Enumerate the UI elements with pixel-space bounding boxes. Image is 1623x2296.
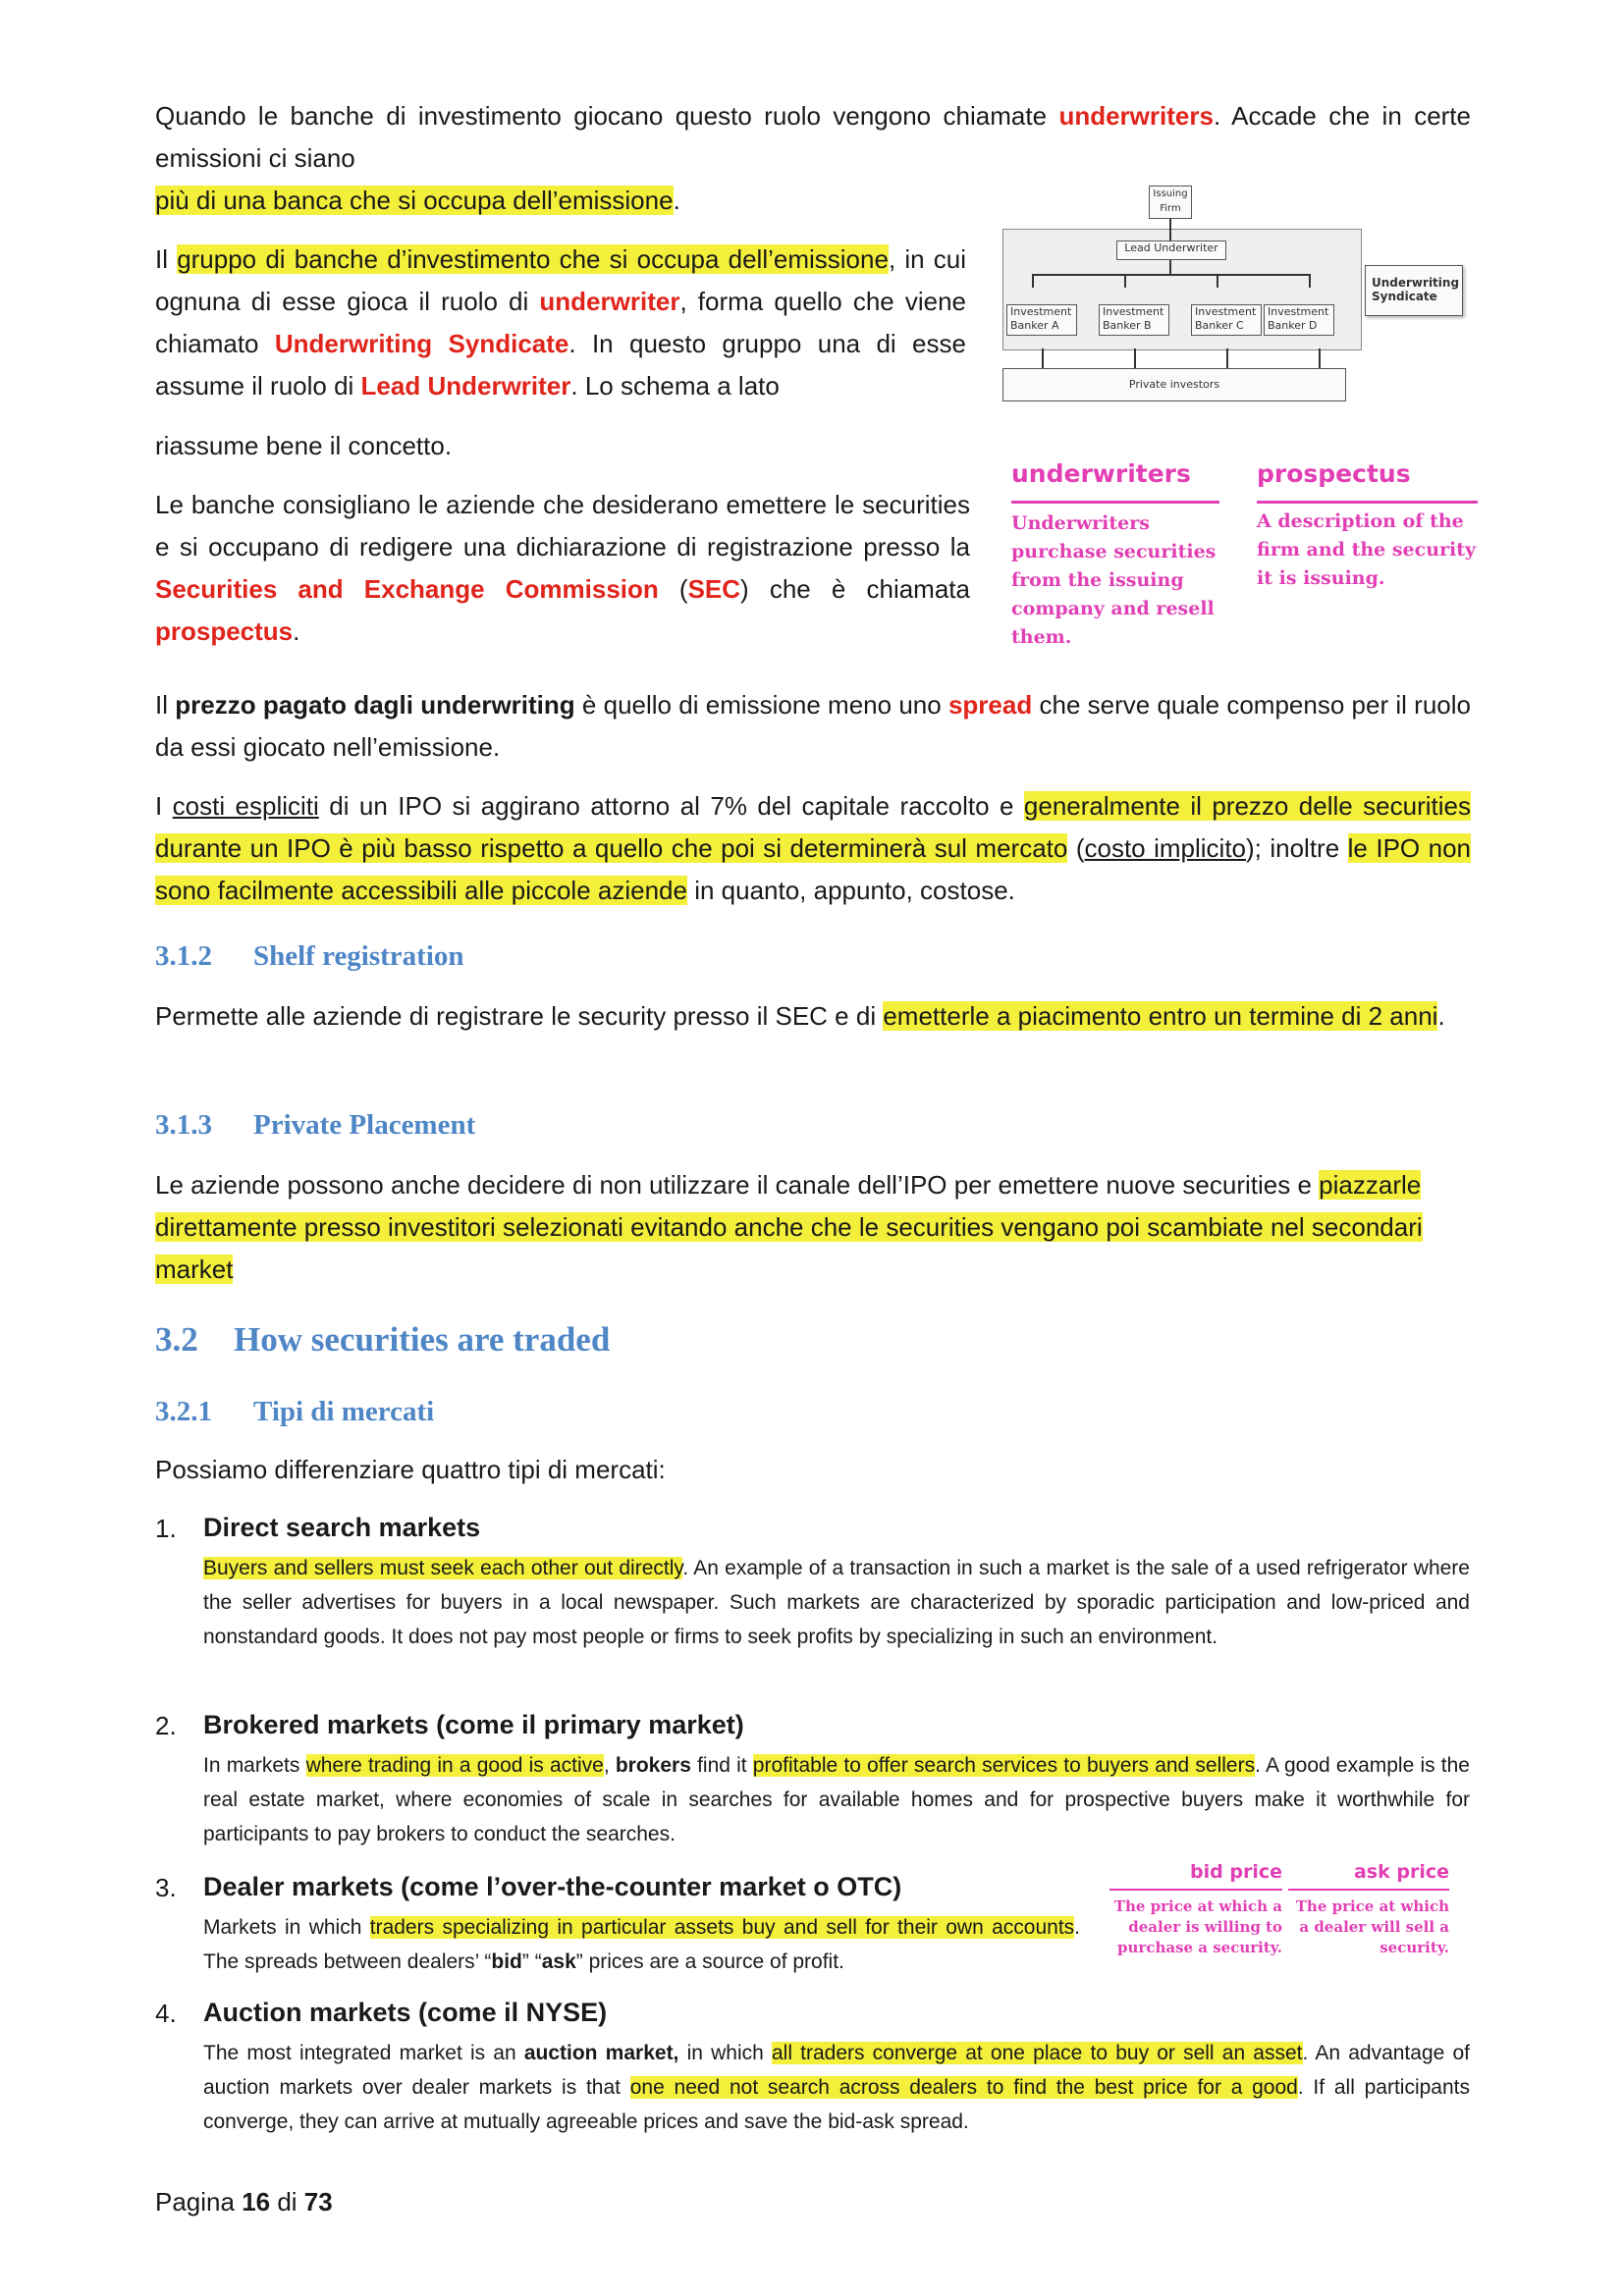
highlight: più di una banca che si occupa dell’emissione <box>155 186 674 215</box>
glossary-term-underwriters: underwriters <box>1011 459 1191 488</box>
section-heading-3-2: 3.2 How securities are traded <box>155 1320 611 1359</box>
highlight: Buyers and sellers must seek each other out directly <box>203 1557 683 1579</box>
market-body-brokered: In markets where trading in a good is active, brokers find it profitable to offer search services to buyers and sellers. A good example is the real estate market, where economies of scale in searches for available homes and for prospective buyers make it worthwhile for participants to pay brokers to conduct the searches. <box>203 1754 1470 1845</box>
section-heading-3-1-2: 3.1.2 Shelf registration <box>155 940 464 972</box>
private-investors-box: Private investors <box>1002 368 1346 401</box>
term-sec: SEC <box>687 574 741 604</box>
glossary-rule <box>1011 501 1219 504</box>
syndicate-box: Underwriting Syndicate <box>1365 265 1463 316</box>
glossary-rule <box>1288 1889 1449 1891</box>
glossary-def-bid-price: The price at which a dealer is willing to purchase a security. <box>1113 1897 1282 1956</box>
intro-paragraph-1: Quando le banche di investimento giocano questo ruolo vengono chiamate underwriters. Accade che in certe emissioni ci siano <box>155 101 1471 173</box>
market-body-auction: The most integrated market is an auction market, in which all traders converge at one place to buy or sell an asset. An advantage of auction markets over dealer markets is that one need not search across dealers to find the best price for a good. If all participants converge, they can arrive at mutually agreeable prices and save the bid-ask spread. <box>203 2042 1470 2133</box>
list-number: 2. <box>155 1711 177 1740</box>
banker-a-box: Investment Banker A <box>1006 304 1077 336</box>
diagram-connector <box>1226 348 1228 368</box>
term-spread: spread <box>947 690 1033 720</box>
highlight: gruppo di banche d’investimento che si occupa dell’emissione <box>177 244 889 274</box>
market-title-brokered: Brokered markets (come il primary market) <box>203 1710 744 1739</box>
spread-paragraph: Il prezzo pagato dagli underwriting è quello di emissione meno uno spread che serve quale compenso per il ruolo da essi giocato nell’emissione. <box>155 690 1471 762</box>
list-number: 4. <box>155 1999 177 2028</box>
highlight: profitable to offer search services to buyers and sellers <box>752 1754 1256 1777</box>
glossary-term-prospectus: prospectus <box>1257 459 1411 488</box>
banker-b-box: Investment Banker B <box>1099 304 1169 336</box>
glossary-term-ask-price: ask price <box>1353 1861 1449 1883</box>
highlight: piazzarle direttamente presso investitori selezionati evitando anche che le securities vengano poi scambiate nel secondari market <box>155 1170 1423 1284</box>
term-underwriter: underwriter <box>539 287 680 316</box>
list-number: 1. <box>155 1514 177 1543</box>
diagram-connector <box>1032 274 1034 288</box>
section-heading-3-1-3: 3.1.3 Private Placement <box>155 1109 476 1141</box>
glossary-rule <box>1109 1889 1282 1891</box>
term-underwriters: underwriters <box>1058 101 1214 131</box>
highlight: where trading in a good is active <box>305 1754 604 1777</box>
diagram-connector <box>1319 348 1321 368</box>
glossary-rule <box>1257 501 1478 504</box>
diagram-connector <box>1309 274 1311 288</box>
market-body-direct-search: Buyers and sellers must seek each other out directly. An example of a transaction in such a market is the sale of a used refrigerator where the seller advertises for buyers in a local newspaper. Such markets are characterized by sporadic participation and low-priced and nonstandard goods. It does not pay most people or firms to seek profits by specializing in such an environment. <box>203 1557 1470 1648</box>
intro-paragraph-3: riassume bene il concetto. <box>155 431 453 460</box>
banker-d-box: Investment Banker D <box>1264 304 1334 336</box>
highlight: generalmente il prezzo delle securities durante un IPO è più basso rispetto a quello che poi si determinerà sul mercato <box>155 791 1471 863</box>
diagram-connector <box>1042 348 1044 368</box>
term-prospectus: prospectus <box>155 616 294 646</box>
page-total: 73 <box>303 2187 333 2216</box>
market-body-dealer: Markets in which traders specializing in particular assets buy and sell for their own accounts. The spreads between dealers’ “bid” “ask” prices are a source of profit. <box>203 1916 1081 1973</box>
market-title-auction: Auction markets (come il NYSE) <box>203 1998 608 2027</box>
underwriting-diagram <box>997 182 1478 417</box>
highlight: traders specializing in particular assets buy and sell for their own accounts <box>369 1916 1075 1939</box>
diagram-connector <box>1032 274 1309 276</box>
glossary-def-prospectus: A description of the firm and the security it is issuing. <box>1257 510 1477 589</box>
market-title-dealer: Dealer markets (come l’over-the-counter market o OTC) <box>203 1872 902 1901</box>
term-lead-underwriter: Lead Underwriter <box>360 371 571 400</box>
banker-c-box: Investment Banker C <box>1191 304 1262 336</box>
diagram-connector <box>1217 274 1218 288</box>
highlight: one need not search across dealers to find the best price for a good <box>629 2076 1298 2099</box>
issuing-firm-box: Issuing Firm <box>1149 186 1192 219</box>
page-number: 16 <box>242 2187 271 2216</box>
intro-paragraph-2: Il gruppo di banche d’investimento che si occupa dell’emissione, in cui ognuna di esse gioca il ruolo di underwriter, forma quello che viene chiamato Underwriting Syndicate. In questo gruppo una di esse assume il ruolo di Lead Underwriter. Lo schema a lato <box>155 244 967 400</box>
term-underwriting-syndicate: Underwriting Syndicate <box>274 329 569 358</box>
highlight: le IPO non sono facilmente accessibili alle piccole aziende <box>155 833 1471 905</box>
glossary-def-underwriters: Underwriters purchase securities from the issuing company and resell them. <box>1011 512 1217 648</box>
glossary-def-ask-price: The price at which a dealer will sell a security. <box>1295 1897 1449 1956</box>
list-number: 3. <box>155 1873 177 1902</box>
market-title-direct-search: Direct search markets <box>203 1513 481 1542</box>
diagram-connector <box>1169 260 1171 274</box>
lead-underwriter-box: Lead Underwriter <box>1116 240 1226 260</box>
diagram-connector <box>1124 274 1126 288</box>
section-heading-3-2-1: 3.2.1 Tipi di mercati <box>155 1396 435 1427</box>
glossary-term-bid-price: bid price <box>1190 1861 1282 1883</box>
markets-intro: Possiamo differenziare quattro tipi di mercati: <box>155 1455 666 1484</box>
costs-paragraph: I costi espliciti di un IPO si aggirano attorno al 7% del capitale raccolto e generalmente il prezzo delle securities durante un IPO è più basso rispetto a quello che poi si determinerà sul mercato (costo implicito); inoltre le IPO non sono facilmente accessibili alle piccole aziende in quanto, appunto, costose. <box>155 791 1471 905</box>
page-footer: Pagina 16 di 73 <box>155 2187 333 2216</box>
highlight: all traders converge at one place to buy or sell an asset <box>771 2042 1303 2064</box>
term-sec-full: Securities and Exchange Commission <box>155 574 659 604</box>
diagram-connector <box>1134 348 1136 368</box>
intro-paragraph-4: Le banche consigliano le aziende che desiderano emettere le securities e si occupano di redigere una dichiarazione di registrazione presso la Securities and Exchange Commission (SEC) che è chiamata prospectus. <box>155 490 970 646</box>
private-placement-paragraph: Le aziende possono anche decidere di non utilizzare il canale dell’IPO per emettere nuove securities e piazzarle direttamente presso investitori selezionati evitando anche che le securities vengano poi scambiate nel secondari market <box>155 1170 1423 1284</box>
intro-paragraph-1-cont: più di una banca che si occupa dell’emissione. <box>155 186 680 215</box>
highlight: emetterle a piacimento entro un termine di 2 anni <box>883 1001 1438 1031</box>
shelf-registration-paragraph: Permette alle aziende di registrare le security presso il SEC e di emetterle a piacimento entro un termine di 2 anni. <box>155 1001 1445 1031</box>
